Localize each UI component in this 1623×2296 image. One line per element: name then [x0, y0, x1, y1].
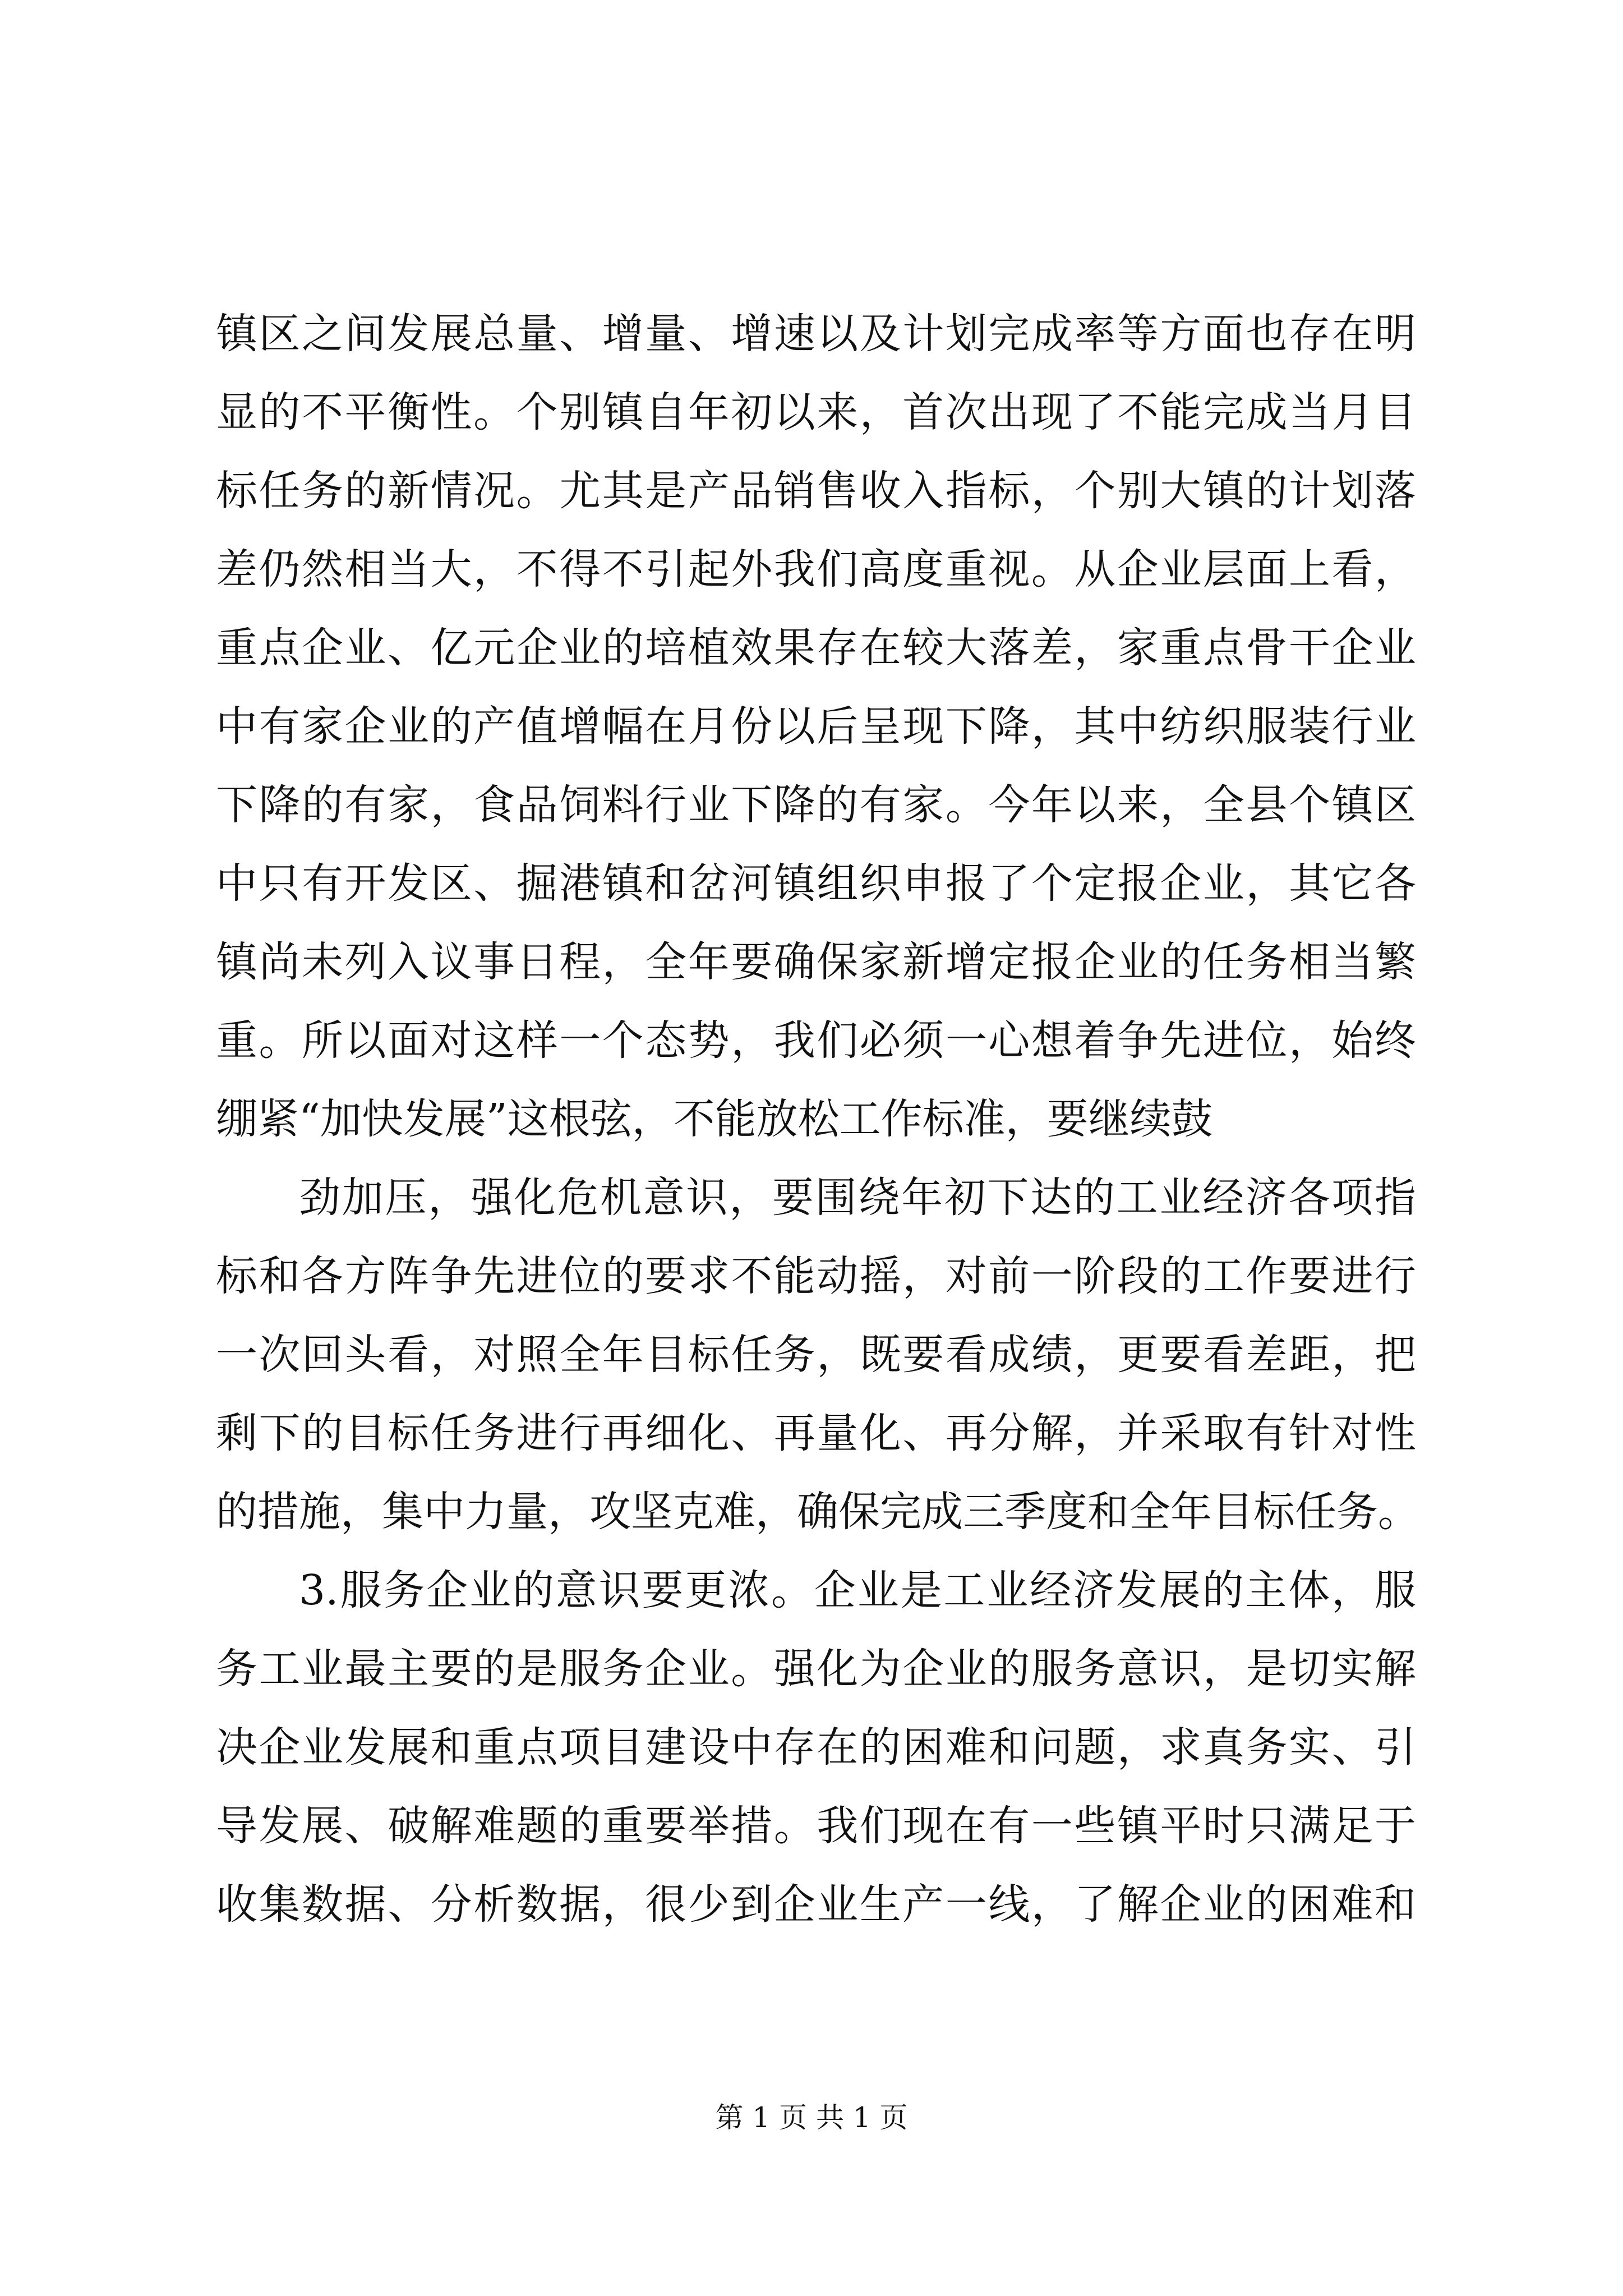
text-line: 剩下的目标任务进行再细化、再量化、再分解，并采取有针对性 [216, 1409, 1416, 1457]
text-line: 一次回头看，对照全年目标任务，既要看成绩，更要看差距，把 [216, 1331, 1416, 1379]
text-line: 绷紧“加快发展”这根弦，不能放松工作标准，要继续鼓 [216, 1095, 1213, 1143]
paragraph-3 [216, 1551, 1416, 1944]
text-line: 下降的有家，食品饲料行业下降的有家。今年以来，全县个镇区 [216, 781, 1416, 829]
text-line: 务工业最主要的是服务企业。强化为企业的服务意识，是切实解 [216, 1645, 1416, 1693]
paragraph-1 [216, 295, 1416, 1158]
text-line: 标任务的新情况。尤其是产品销售收入指标，个别大镇的计划落 [216, 467, 1416, 515]
text-line: 中有家企业的产值增幅在月份以后呈现下降，其中纺织服装行业 [216, 702, 1416, 751]
text-line: 显的不平衡性。个别镇自年初以来，首次出现了不能完成当月目 [216, 388, 1416, 436]
text-line: 标和各方阵争先进位的要求不能动摇，对前一阶段的工作要进行 [216, 1252, 1416, 1300]
text-line: 镇尚未列入议事日程，全年要确保家新增定报企业的任务相当繁 [216, 938, 1416, 986]
text-line: 的措施，集中力量，攻坚克难，确保完成三季度和全年目标任务。 [216, 1488, 1419, 1536]
text-line: 差仍然相当大，不得不引起外我们高度重视。从企业层面上看， [216, 545, 1416, 593]
text-line: 决企业发展和重点项目建设中存在的困难和问题，求真务实、引 [216, 1723, 1416, 1772]
document-body [216, 295, 1419, 1944]
page-footer: 第 1 页 共 1 页 [715, 2101, 908, 2134]
text-line: 收集数据、分析数据，很少到企业生产一线，了解企业的困难和 [216, 1880, 1416, 1929]
text-line: 中只有开发区、掘港镇和岔河镇组织申报了个定报企业，其它各 [216, 859, 1416, 908]
paragraph-2 [216, 1158, 1419, 1551]
text-line: 重点企业、亿元企业的培植效果存在较大落差，家重点骨干企业 [216, 624, 1416, 672]
text-line: 重。所以面对这样一个态势，我们必须一心想着争先进位，始终 [216, 1016, 1416, 1065]
text-line: 导发展、破解难题的重要举措。我们现在有一些镇平时只满足于 [216, 1802, 1416, 1850]
text-line: 3.服务企业的意识要更浓。企业是工业经济发展的主体，服 [299, 1566, 1416, 1614]
text-line: 劲加压，强化危机意识，要围绕年初下达的工业经济各项指 [299, 1174, 1416, 1222]
text-line: 镇区之间发展总量、增量、增速以及计划完成率等方面也存在明 [216, 310, 1416, 358]
